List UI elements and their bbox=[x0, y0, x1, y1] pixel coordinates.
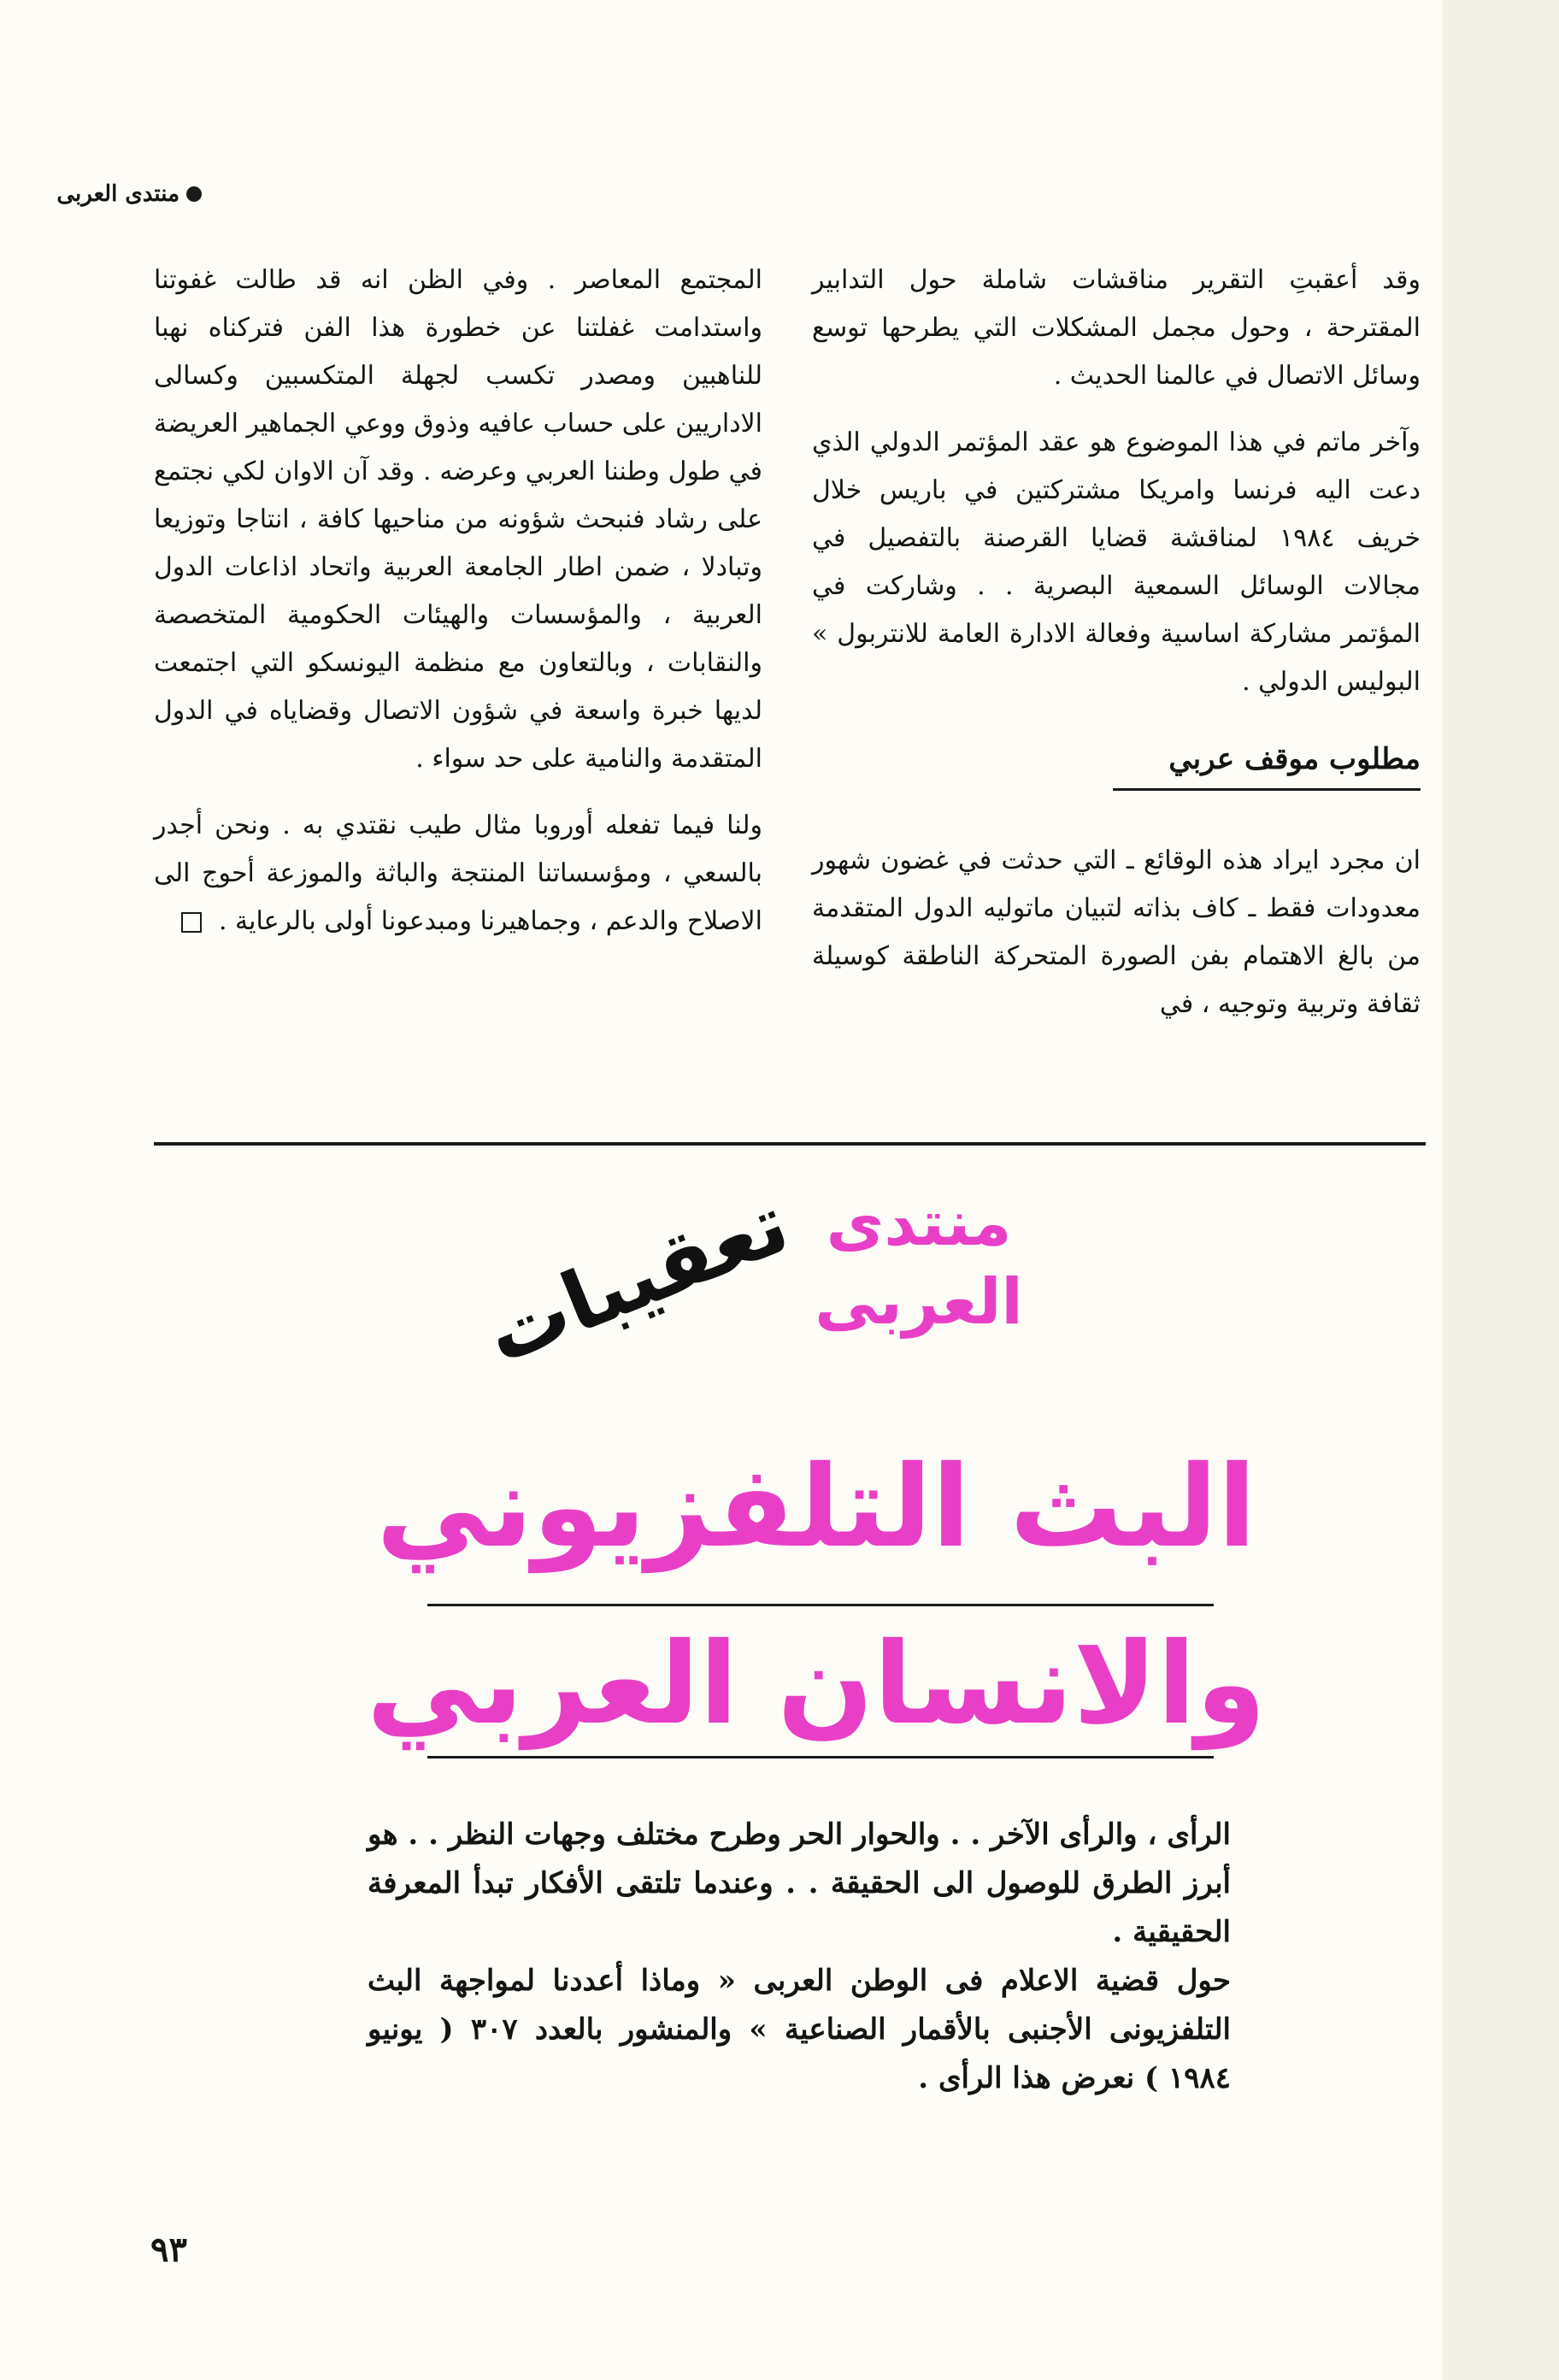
forum-logo-line-2: العربى bbox=[815, 1265, 1023, 1339]
left-paragraph-1: المجتمع المعاصر . وفي الظن انه قد طالت غفوتنا واستدامت غفلتنا عن خطورة هذا الفن فتركناه نهبا للناهبين ومصدر تكسب لجهلة المتكسبين وكسالى الاداريين على حساب عافيه وذوق ووعي الجماهير العريضة في طول وطننا العربي وعرضه . وقد آن الاوان لكي نجتمع على رشاد فنبحث شؤونه من مناحيها كافة ، انتاجا وتوزيعا وتبادلا ، ضمن اطار الجامعة العربية واتحاد اذاعات الدول العربية ، والمؤسسات والهيئات الحكومية المتخصصة والنقابات ، وبالتعاون مع منظمة اليونسكو التي اجتمعت لديها خبرة واسعة في شؤون الاتصال وقضاياه في الدول المتقدمة والنامية على حد سواء . bbox=[154, 265, 762, 774]
intro-paragraph-1: الرأى ، والرأى الآخر . . والحوار الحر وطرح مختلف وجهات النظر . . هو أبرز الطرق للوصول الى الحقيقة . . وعندما تلتقى الأفكار تبدأ المعرفة الحقيقية . bbox=[368, 1817, 1231, 1949]
forum-logo bbox=[808, 1184, 1030, 1341]
forum-logo-line-1: منتدى bbox=[826, 1187, 1012, 1260]
comments-label: تعقيبات bbox=[472, 1175, 802, 1383]
subheading-wrap bbox=[812, 725, 1421, 791]
left-paragraph-2: ولنا فيما تفعله أوروبا مثال طيب نقتدي به . ونحن أجدر بالسعي ، ومؤسساتنا المنتجة والباثة والموزعة أحوج الى الاصلاح والدعم ، وجماهيرنا ومبدعونا أولى بالرعاية . bbox=[154, 810, 762, 936]
right-paragraph-3: ان مجرد ايراد هذه الوقائع ـ التي حدثت في غضون شهور معدودات فقط ـ كاف بذاته لتبيان ماتوليه الدول المتقدمة من بالغ الاهتمام بفن الصورة المتحركة الناطقة كوسيلة ثقافة وتربية وتوجيه ، في bbox=[812, 845, 1421, 1019]
right-paragraph-2: وآخر ماتم في هذا الموضوع هو عقد المؤتمر الدولي الذي دعت اليه فرنسا وامريكا مشتركتين في باريس خلال خريف ١٩٨٤ لمناقشة قضايا القرصنة بالتفصيل في مجالات الوسائل السمعية البصرية . . وشاركت في المؤتمر مشاركة اساسية وفعالة الادارة العامة للانتربول » البوليس الدولي . bbox=[812, 427, 1421, 697]
page-number: ٩٣ bbox=[150, 2230, 187, 2270]
intro-text bbox=[368, 1811, 1231, 2103]
end-of-article-icon bbox=[181, 912, 202, 933]
headline-line-1: البث التلفزيوني bbox=[376, 1441, 1256, 1573]
headline-line-2: والانسان العربي bbox=[366, 1618, 1267, 1750]
intro-paragraph-2: حول قضية الاعلام فى الوطن العربى « وماذا أعددنا لمواجهة البث التلفزيونى الأجنبى بالأقمار الصناعية » والمنشور بالعدد ٣٠٧ ( يونيو ١٩٨٤ ) نعرض هذا الرأى . bbox=[368, 1964, 1231, 2095]
headline-rule-2 bbox=[427, 1756, 1214, 1758]
section-header bbox=[5, 181, 202, 207]
right-paragraph-1: وقد أعقبتِ التقرير مناقشات شاملة حول التدابير المقترحة ، وحول مجمل المشكلات التي يطرحها توسع وسائل الاتصال في عالمنا الحديث . bbox=[812, 265, 1421, 391]
subheading: مطلوب موقف عربي bbox=[1113, 735, 1421, 791]
section-divider bbox=[154, 1142, 1426, 1146]
bullet-icon bbox=[186, 186, 202, 202]
headline-rule-1 bbox=[427, 1604, 1214, 1606]
section-header-label: منتدى العربى bbox=[56, 181, 179, 207]
right-column bbox=[812, 256, 1421, 1047]
left-paragraph-2-wrap bbox=[154, 802, 762, 946]
left-column bbox=[154, 256, 762, 964]
